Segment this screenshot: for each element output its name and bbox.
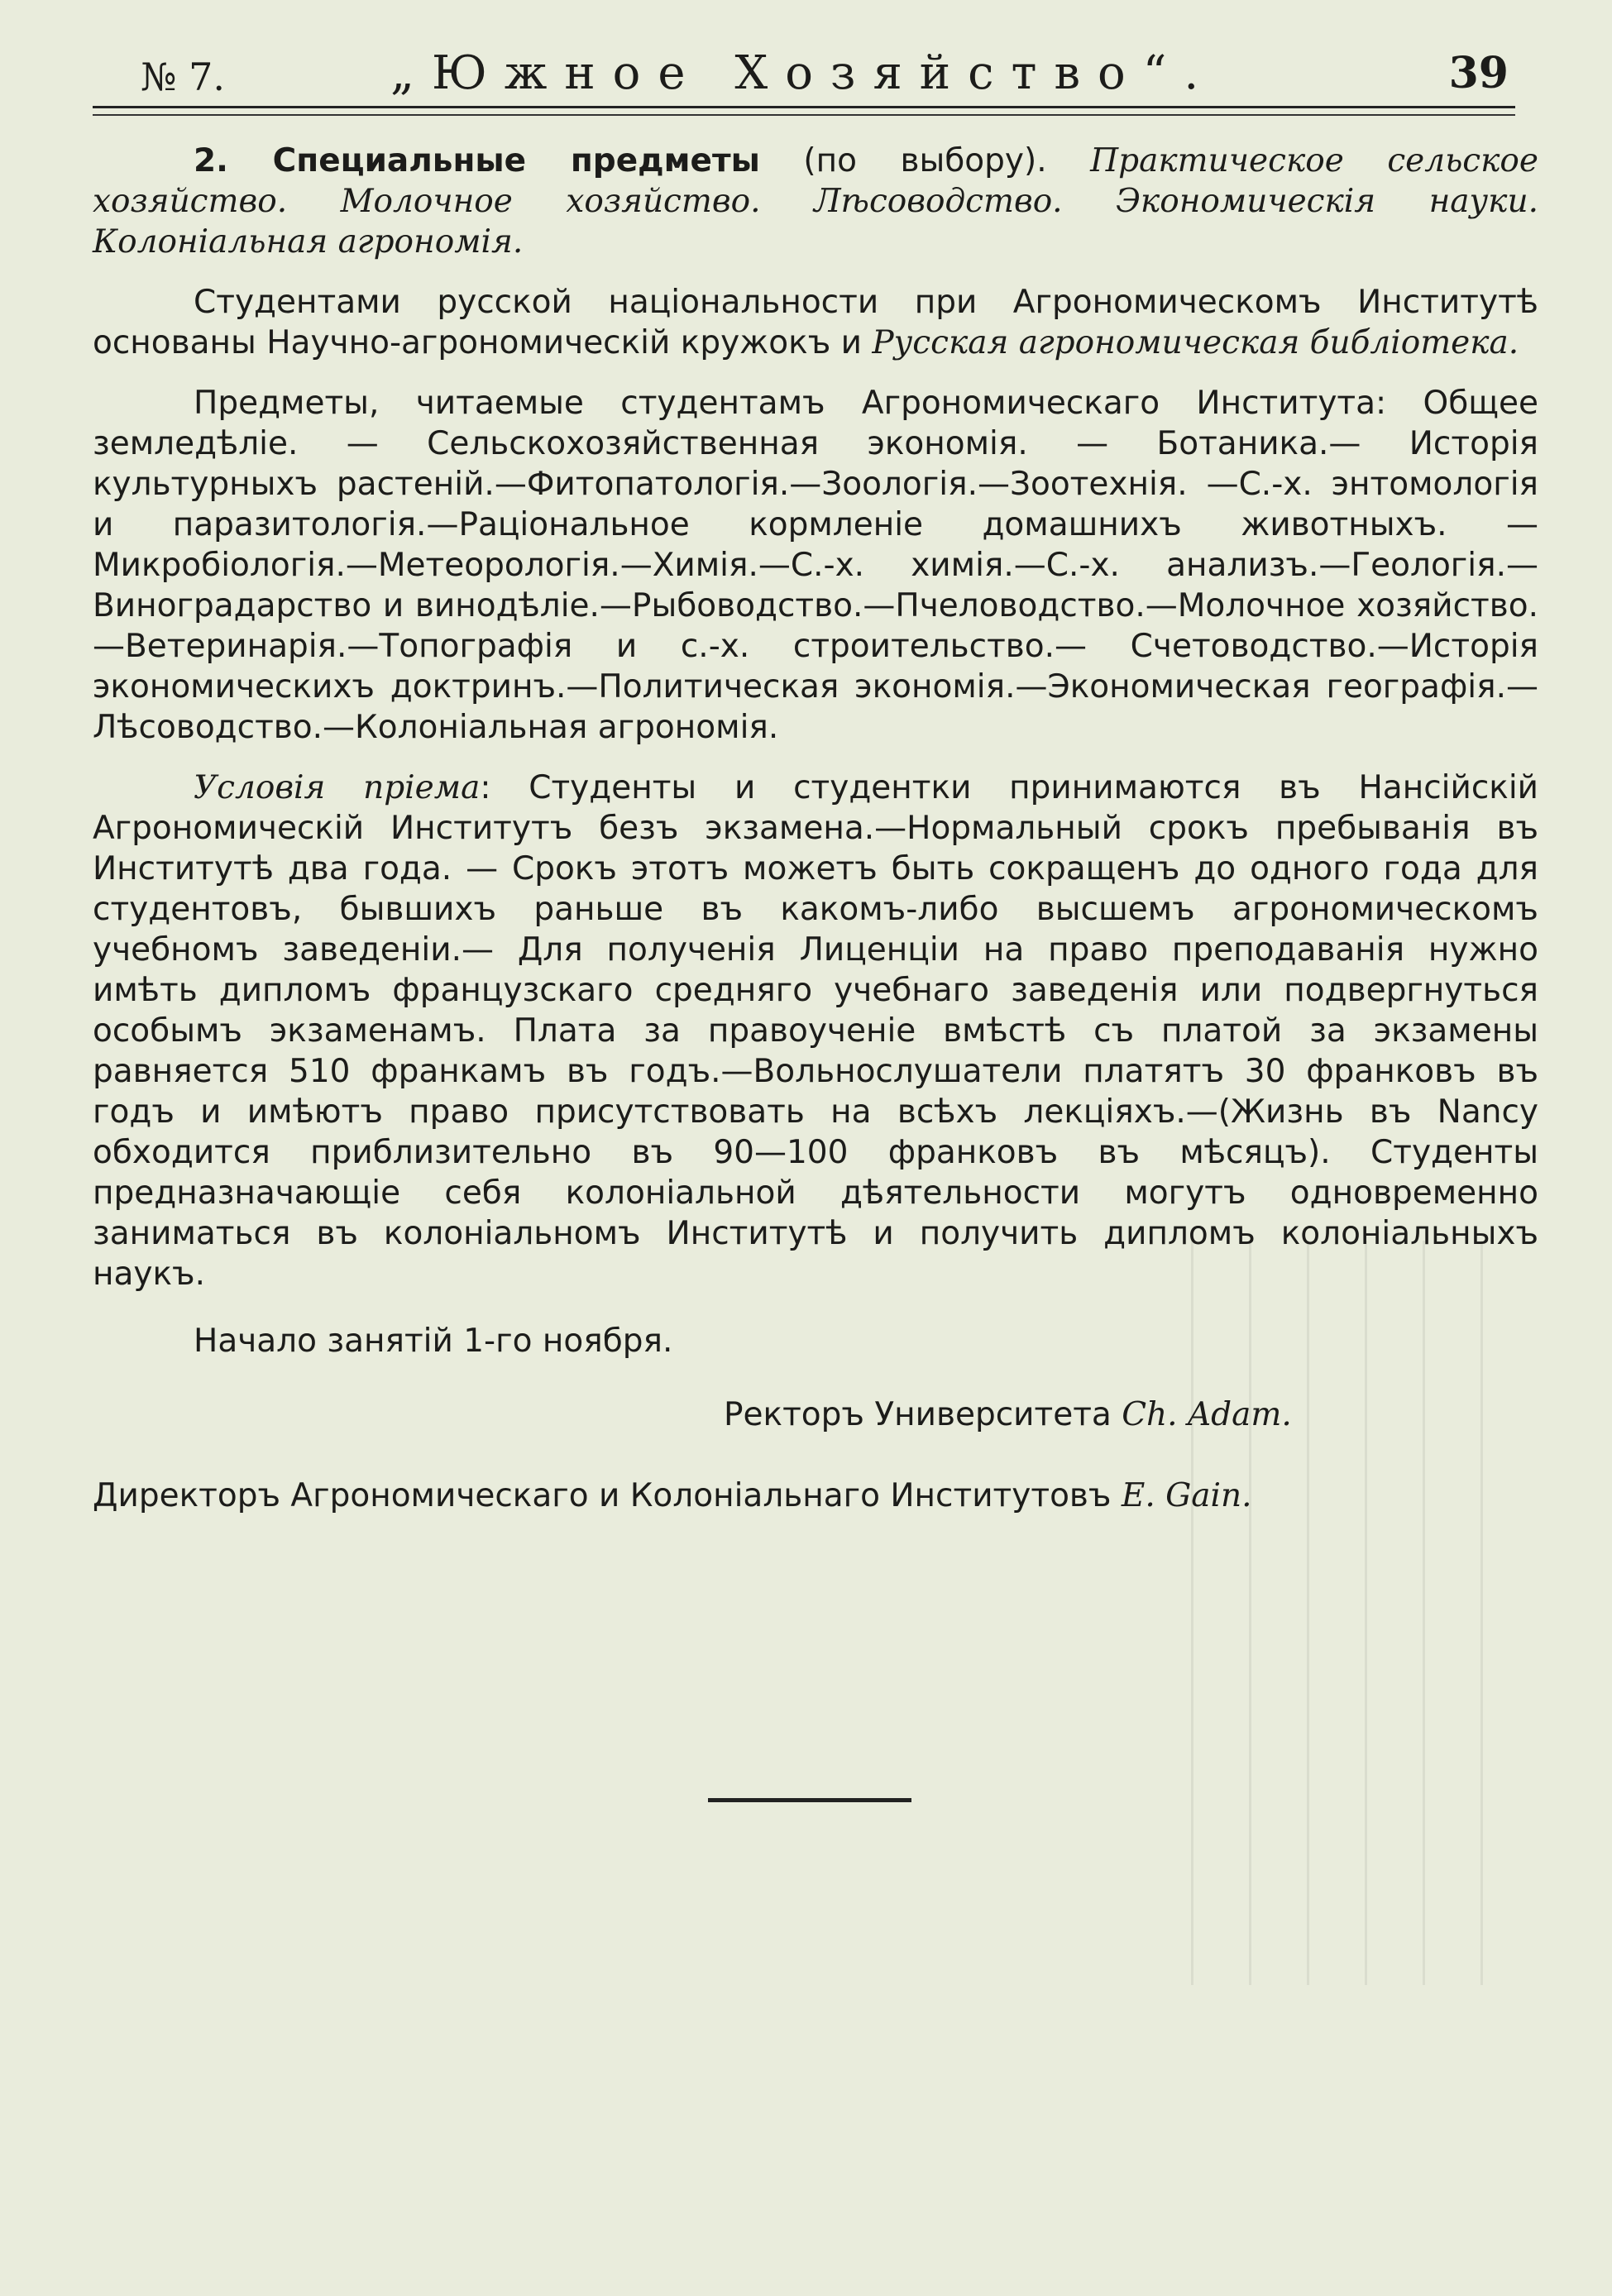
director-signature: [93, 1477, 1252, 1514]
admission-text: : Студенты и студентки принимаются въ Нансійскій Агрономическій Институтъ безъ экзамена.—Нормальный срокъ пребыванія въ Институтѣ два года. — Срокъ этотъ можетъ быть сокращенъ до одного года для студентовъ, бывшихъ раньше въ какомъ-либо высшемъ агрономическомъ учебномъ заведеніи.— Для полученія Лиценціи на право преподаванія нужно имѣть дипломъ французскаго средняго учебнаго заведенія или подвергнуться особымъ экзаменамъ. Плата за правоученіе вмѣстѣ съ платой за экзамены равняется 510 франкамъ въ годъ.—Вольнослушатели платятъ 30 франковъ въ годъ и имѣютъ право присутствовать на всѣхъ лекціяхъ.—(Жизнь въ Nancy обходится приблизительно въ 90—100 франковъ въ мѣсяцъ). Студенты предназначающіе себя колоніальной дѣятельности могутъ одновременно заниматься въ колоніальномъ Институтѣ и получить дипломъ колоніальныхъ наукъ.: [93, 769, 1538, 1293]
end-rule: [708, 1798, 911, 1802]
admission-heading: Условія пріема: [194, 769, 481, 806]
paragraph-start-date: Начало занятій 1-го ноября.: [194, 1323, 673, 1360]
rector-name: Ch. Adam.: [1122, 1396, 1292, 1433]
russian-library-name: Русская агрономическая библіотека.: [872, 324, 1519, 361]
special-subjects-list: Практическое сельское хозяйство. Молочное хозяйство. Лѣсоводство. Экономическія науки. Колоніальная агрономія.: [93, 142, 1538, 261]
header-rule-thick: [93, 106, 1515, 108]
special-subjects-note: (по выбору).: [759, 142, 1091, 179]
header-rule-thin: [93, 114, 1515, 116]
paragraph-special-subjects: [93, 141, 1538, 262]
russian-students-text: Студентами русской національности при Агрономическомъ Институтѣ основаны Научно-агрономическій кружокъ и: [93, 284, 1538, 361]
paragraph-subjects-taught: Предметы, читаемые студентамъ Агрономическаго Института: Общее земледѣліе. — Сельскохозяйственная экономія. — Ботаника.— Исторія культурныхъ растеній.—Фитопатологія.—Зоологія.—Зоотехнія. —С.-х. энтомологія и паразитологія.—Раціональное кормленіе домашнихъ животныхъ. —Микробіологія.—Метеорологія.—Химія.—С.-х. химія.—С.-х. анализъ.—Геологія.—Виноградарство и винодѣліе.—Рыбоводство.—Пчеловодство.—Молочное хозяйство.—Ветеринарія.—Топографія и с.-х. строительство.— Счетоводство.—Исторія экономическихъ доктринъ.—Политическая экономія.—Экономическая географія.—Лѣсоводство.—Колоніальная агрономія.: [93, 385, 1538, 746]
rector-signature: [724, 1396, 1292, 1433]
body-text: [93, 141, 1538, 1388]
paragraph-russian-students: [93, 282, 1538, 363]
director-name: E. Gain.: [1121, 1477, 1252, 1514]
journal-title: „Южное Хозяйство“.: [390, 46, 1217, 100]
issue-number: № 7.: [141, 55, 226, 99]
special-subjects-heading: 2. Специальные предметы: [194, 142, 760, 179]
director-title: Директоръ Агрономическаго и Колоніальнаго Институтовъ: [93, 1477, 1122, 1514]
running-header: [93, 40, 1515, 106]
rector-title: Ректоръ Университета: [724, 1396, 1122, 1433]
page-number: 39: [1448, 48, 1509, 98]
paragraph-admission: [93, 768, 1538, 1294]
